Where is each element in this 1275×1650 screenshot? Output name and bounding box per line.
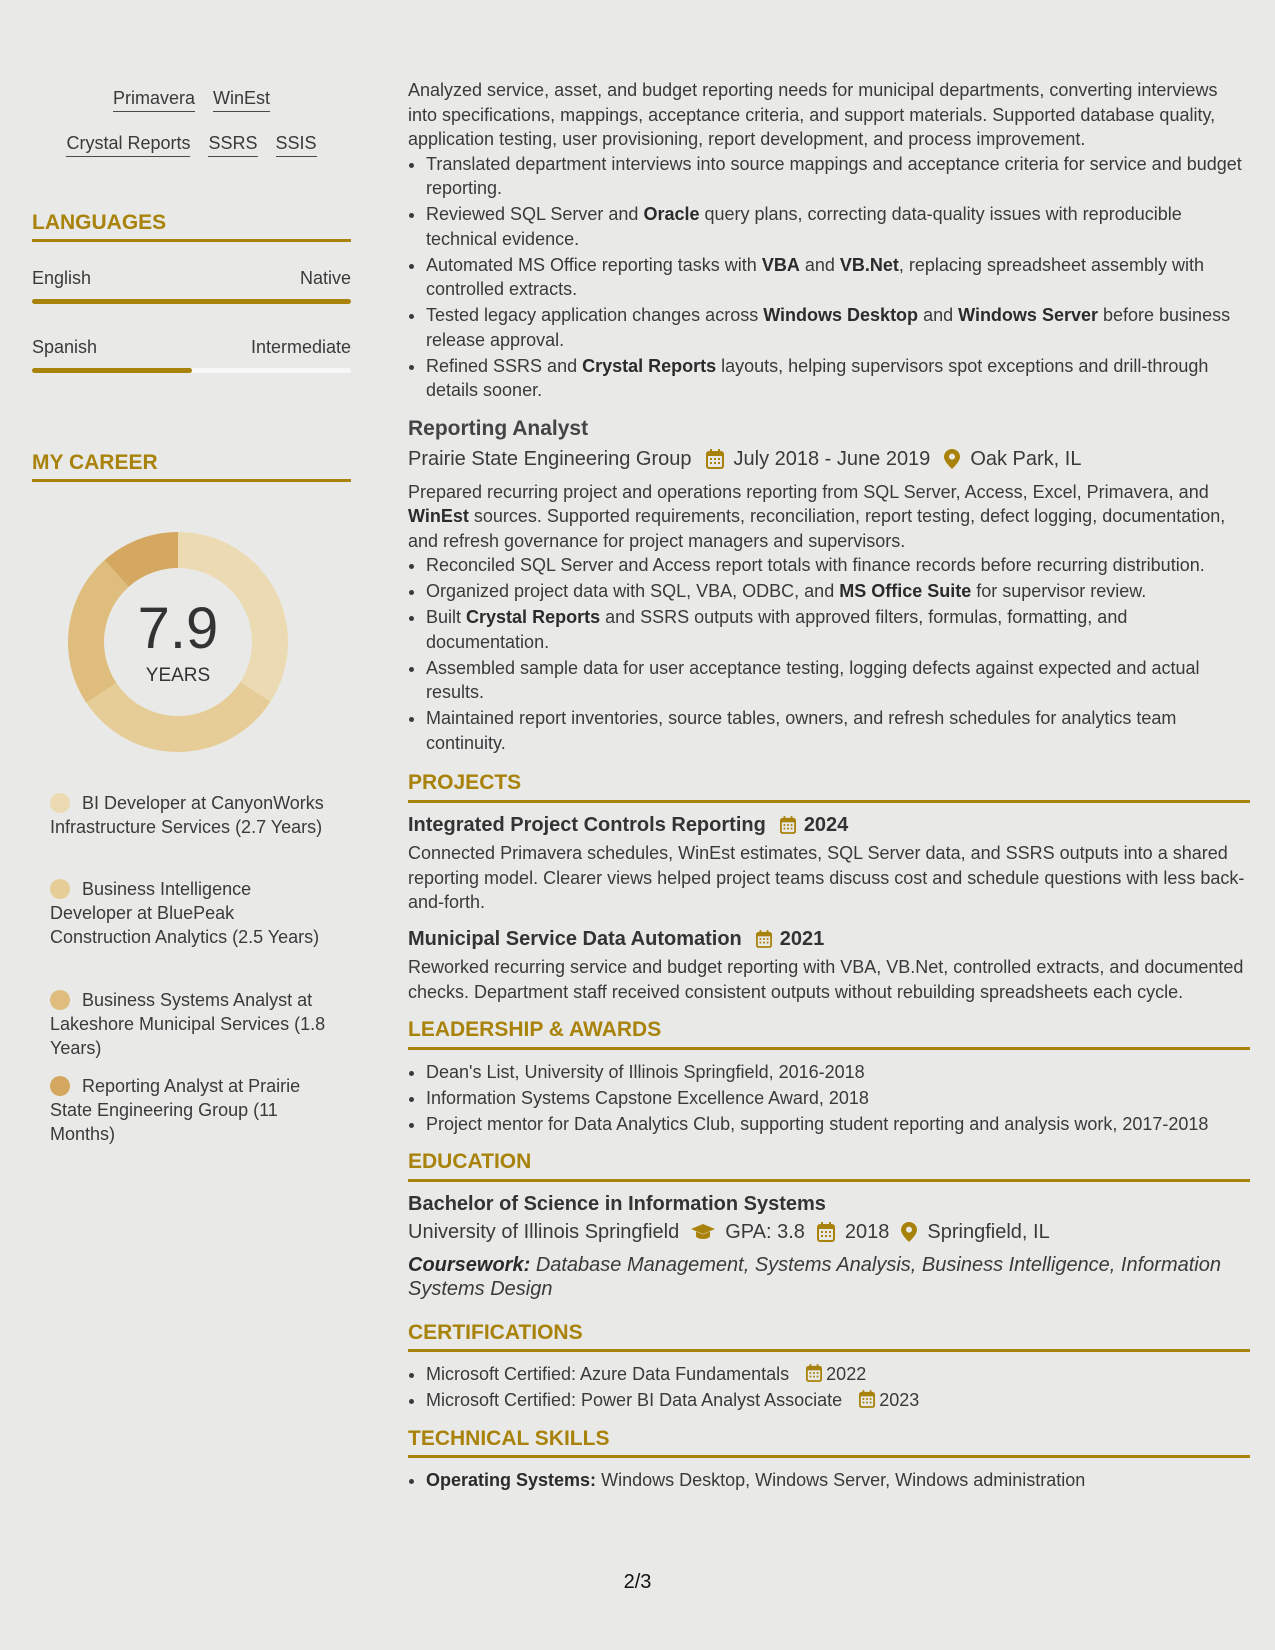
text-segment: and SSRS outputs with approved filters, formulas, formatting, and documentation. <box>426 607 1128 652</box>
language-name: Spanish <box>32 337 98 357</box>
donut-segment <box>86 682 270 752</box>
company-name: Prairie State Engineering Group <box>408 448 692 470</box>
project-description: Reworked recurring service and budget reporting with VBA, VB.Net, controlled extracts, and documented checks. Department staff received consistent outputs without rebuilding spreadsheets each cycle. <box>408 957 1244 1002</box>
gpa: GPA: 3.8 <box>725 1221 805 1243</box>
calendar-icon <box>756 930 772 948</box>
certification-year: 2022 <box>826 1364 867 1384</box>
bullet-item <box>426 553 1250 578</box>
job-bullets <box>408 553 1250 755</box>
legend-label: Business Systems Analyst at Lakeshore Municipal Services (1.8 Years) <box>50 990 326 1058</box>
legend-label: Business Intelligence Developer at BluePeak Construction Analytics (2.5 Years) <box>50 879 320 947</box>
page-number: 2/3 <box>623 1571 652 1593</box>
text-segment: query plans, correcting data-quality issues with reproducible technical evidence. <box>426 204 1182 249</box>
career-legend-item <box>50 1074 335 1146</box>
bold-keyword: VBA <box>761 254 800 275</box>
language-english <box>32 268 351 304</box>
job-summary <box>408 480 1250 554</box>
project-year: 2021 <box>779 927 825 950</box>
legend-swatch <box>50 879 70 899</box>
technical-skills-heading: TECHNICAL SKILLS <box>408 1427 1250 1459</box>
bullet-item <box>426 253 1250 302</box>
proficiency-bar <box>32 368 351 373</box>
calendar-icon <box>817 1222 835 1242</box>
legend-label: Reporting Analyst at Prairie State Engineering Group (11 Months) <box>50 1076 301 1144</box>
bullet-item <box>426 303 1250 352</box>
proficiency-bar <box>32 299 351 304</box>
languages-heading: LANGUAGES <box>32 211 351 242</box>
proficiency-fill <box>32 299 351 304</box>
certification-name: Microsoft Certified: Azure Data Fundamentals <box>426 1364 790 1384</box>
job-meta <box>408 447 1250 472</box>
job-intro-summary: Analyzed service, asset, and budget reporting needs for municipal departments, converting interviews into specifications, mappings, acceptance criteria, and support materials. Supported database quality, application testing, user provisioning, report development, and process improvement. <box>408 80 1218 149</box>
career-total-years: 7.9 <box>137 596 219 661</box>
calendar-icon <box>780 816 796 834</box>
text-segment: Assembled sample data for user acceptance testing, logging defects against expected and actual results. <box>426 657 1200 702</box>
text-segment: for supervisor review. <box>971 581 1147 601</box>
certifications-heading: CERTIFICATIONS <box>408 1321 1250 1353</box>
certification-item <box>426 1362 1250 1387</box>
bullet-item <box>426 152 1250 201</box>
main-content <box>408 78 1250 1494</box>
project-title: Integrated Project Controls Reporting <box>408 813 766 836</box>
proficiency-fill <box>32 368 192 373</box>
text-segment: before business release approval. <box>426 305 1231 350</box>
text-segment: Refined SSRS and <box>426 355 583 376</box>
skill-tag[interactable]: Crystal Reports <box>66 133 190 157</box>
calendar-icon <box>806 1364 822 1382</box>
text-segment: and <box>799 254 840 275</box>
skill-tags-row-2 <box>32 133 351 157</box>
skill-tag[interactable]: SSIS <box>276 133 317 157</box>
list-item: • Project mentor for Data Analytics Club, supporting student reporting and analysis work, 2017-2018 <box>426 1112 1250 1137</box>
text-segment: Translated department interviews into source mappings and acceptance criteria for service and budget reporting. <box>426 153 1242 198</box>
education-heading: EDUCATION <box>408 1150 1250 1182</box>
coursework-list: Database Management, Systems Analysis, Business Intelligence, Information Systems Design <box>408 1253 1221 1300</box>
bullet-item <box>426 706 1250 755</box>
text-segment: Maintained report inventories, source tables, owners, and refresh schedules for analytics team continuity. <box>426 708 1177 753</box>
bullet-item <box>426 202 1250 251</box>
graduation-cap-icon <box>691 1224 715 1240</box>
job-location: Oak Park, IL <box>970 448 1082 470</box>
skill-tag[interactable]: SSRS <box>208 133 257 157</box>
location-pin-icon <box>901 1222 917 1242</box>
career-heading: MY CAREER <box>32 451 351 482</box>
skill-tag[interactable]: Primavera <box>113 88 195 112</box>
skill-category: Operating Systems: <box>426 1470 597 1490</box>
project-title: Municipal Service Data Automation <box>408 927 742 950</box>
certifications-list <box>408 1362 1250 1413</box>
text-segment: Automated MS Office reporting tasks with <box>426 254 762 275</box>
job-title: Reporting Analyst <box>408 416 589 440</box>
projects-heading: PROJECTS <box>408 771 1250 803</box>
text-segment: , replacing spreadsheet assembly with controlled extracts. <box>426 254 1205 299</box>
language-level: Native <box>299 268 351 288</box>
project-item <box>408 813 1250 915</box>
calendar-icon <box>706 449 724 469</box>
legend-label: BI Developer at CanyonWorks Infrastructure Services (2.7 Years) <box>50 793 324 837</box>
legend-swatch <box>50 793 70 813</box>
project-title-row <box>408 813 1250 838</box>
job-intro-bullets <box>408 152 1250 403</box>
bold-keyword: Oracle <box>643 204 700 224</box>
bold-keyword: Windows Desktop <box>763 305 919 325</box>
legend-swatch <box>50 990 70 1010</box>
project-title-row <box>408 927 1250 952</box>
bold-keyword: VB.Net <box>839 254 899 275</box>
text-segment: Reconciled SQL Server and Access report totals with finance records before recurring distribution. <box>426 555 1205 575</box>
bold-keyword: Crystal Reports <box>582 355 717 376</box>
degree-title: Bachelor of Science in Information Systems <box>408 1192 826 1215</box>
calendar-icon <box>859 1390 875 1408</box>
project-item <box>408 927 1250 1005</box>
language-name: English <box>32 268 92 288</box>
project-description: Connected Primavera schedules, WinEst estimates, SQL Server data, and SSRS outputs into a shared reporting model. Clearer views helped project teams discuss cost and schedule questions with less back-and-forth. <box>408 843 1245 912</box>
text-segment: Prepared recurring project and operations reporting from SQL Server, Access, Excel, Primavera, and <box>408 481 1209 502</box>
text-segment: Reviewed SQL Server and <box>426 204 644 224</box>
school-name: University of Illinois Springfield <box>408 1221 680 1243</box>
career-legend-item <box>50 791 335 839</box>
certification-name: Microsoft Certified: Power BI Data Analyst Associate <box>426 1390 843 1410</box>
text-segment: Built <box>426 607 467 627</box>
bullet-item <box>426 579 1250 604</box>
text-segment: and <box>918 305 959 325</box>
leadership-list <box>408 1060 1250 1137</box>
certification-item <box>426 1388 1250 1413</box>
skill-values: Windows Desktop, Windows Server, Windows administration <box>601 1470 1086 1490</box>
technical-skills-list <box>408 1468 1250 1493</box>
bold-keyword: WinEst <box>408 506 469 526</box>
coursework-label: Coursework: <box>408 1253 531 1276</box>
skill-tags-row-1 <box>32 88 351 112</box>
job-dates: July 2018 - June 2019 <box>733 448 931 470</box>
education-meta <box>408 1220 1250 1245</box>
career-legend-item <box>50 988 335 1060</box>
legend-swatch <box>50 1076 70 1096</box>
list-item: • Information Systems Capstone Excellence Award, 2018 <box>426 1086 1250 1111</box>
graduation-year: 2018 <box>844 1221 890 1243</box>
text-segment: Organized project data with SQL, VBA, ODBC, and <box>426 581 840 601</box>
leadership-heading: LEADERSHIP & AWARDS <box>408 1018 1250 1050</box>
language-level: Intermediate <box>250 337 351 357</box>
bullet-item <box>426 354 1250 403</box>
school-location: Springfield, IL <box>927 1221 1050 1243</box>
text-segment: sources. Supported requirements, reconciliation, report testing, defect logging, documentation, and refresh governance for project managers and supervisors. <box>408 506 1226 551</box>
bold-keyword: Windows Server <box>958 305 1098 325</box>
bold-keyword: MS Office Suite <box>839 581 972 601</box>
bold-keyword: Crystal Reports <box>466 607 601 627</box>
text-segment: layouts, helping supervisors spot exceptions and drill-through details sooner. <box>426 355 1209 400</box>
text-segment: Tested legacy application changes across <box>426 305 764 325</box>
career-total-unit: YEARS <box>145 665 211 686</box>
language-spanish <box>32 337 351 373</box>
certification-year: 2023 <box>879 1390 920 1410</box>
location-pin-icon <box>944 449 960 469</box>
list-item: • Dean's List, University of Illinois Springfield, 2016-2018 <box>426 1060 1250 1085</box>
bullet-item <box>426 656 1250 705</box>
skill-item <box>426 1468 1250 1493</box>
project-year: 2024 <box>803 813 849 836</box>
coursework <box>408 1253 1250 1301</box>
bullet-item <box>426 605 1250 654</box>
career-legend-item <box>50 877 335 949</box>
skill-tag[interactable]: WinEst <box>213 88 270 112</box>
